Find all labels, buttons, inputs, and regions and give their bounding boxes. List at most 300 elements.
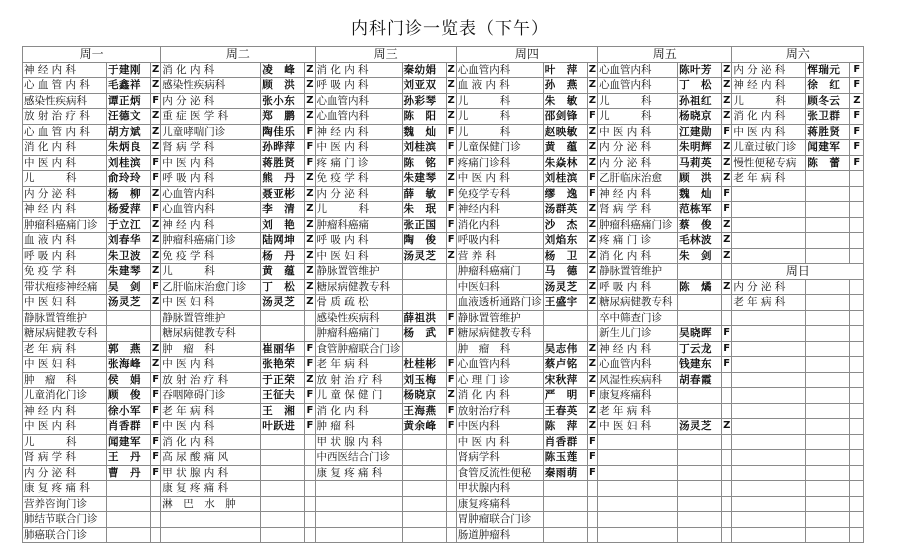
department-cell: 消 化 内 科 [161, 434, 261, 450]
department-cell [732, 434, 806, 450]
doctor-cell: 杨 卫 [543, 248, 587, 264]
clinic-code-cell: Z [722, 419, 732, 435]
doctor-cell [678, 465, 722, 481]
doctor-cell: 汤群英 [543, 202, 587, 218]
doctor-cell: 闻建军 [806, 140, 850, 156]
department-cell [598, 450, 678, 466]
clinic-code-cell: Z [151, 248, 161, 264]
clinic-code-cell: Z [722, 140, 732, 156]
clinic-code-cell: Z [722, 155, 732, 171]
department-cell: 内 分 泌 科 [732, 279, 806, 295]
department-cell [315, 527, 402, 543]
doctor-cell: 秦雨萌 [543, 465, 587, 481]
doctor-cell: 陈 阳 [402, 109, 446, 125]
department-cell: 儿童哮喘门诊 [161, 124, 261, 140]
department-cell: 心血管内科 [456, 357, 543, 373]
clinic-code-cell [305, 496, 315, 512]
clinic-code-cell: Z [722, 279, 732, 295]
clinic-code-cell: F [722, 357, 732, 373]
clinic-code-cell [850, 248, 864, 264]
department-cell: 消 化 内 科 [161, 62, 261, 78]
department-cell [598, 527, 678, 543]
clinic-code-cell: Z [587, 62, 597, 78]
doctor-cell: 黄 蕴 [261, 264, 305, 280]
clinic-code-cell: Z [446, 171, 456, 187]
clinic-code-cell [850, 450, 864, 466]
doctor-cell: 徐小军 [107, 403, 151, 419]
clinic-code-cell: Z [587, 341, 597, 357]
clinic-code-cell: F [587, 465, 597, 481]
doctor-cell: 汤灵芝 [261, 295, 305, 311]
doctor-cell: 于正荣 [261, 372, 305, 388]
table-row [23, 140, 864, 156]
table-row [23, 372, 864, 388]
doctor-cell: 秦幼娟 [402, 62, 446, 78]
clinic-code-cell [722, 264, 732, 280]
department-cell: 呼 吸 内 科 [315, 233, 402, 249]
clinic-code-cell: Z [587, 419, 597, 435]
doctor-cell: 王盛宇 [543, 295, 587, 311]
doctor-cell: 刘亚双 [402, 78, 446, 94]
doctor-cell [402, 295, 446, 311]
clinic-code-cell: Z [587, 264, 597, 280]
doctor-cell: 俞玲玲 [107, 171, 151, 187]
clinic-code-cell: Z [587, 217, 597, 233]
department-cell [732, 217, 806, 233]
department-cell: 肿瘤科癌痛门诊 [23, 217, 107, 233]
clinic-code-cell: Z [151, 233, 161, 249]
department-cell: 感染性疾病科 [315, 310, 402, 326]
department-cell: 疼痛门诊科 [456, 155, 543, 171]
department-cell: 静脉置管维护 [315, 264, 402, 280]
doctor-cell: 蔡 俊 [678, 217, 722, 233]
doctor-cell [402, 512, 446, 528]
clinic-code-cell [446, 279, 456, 295]
clinic-code-cell: Z [151, 78, 161, 94]
table-row [23, 217, 864, 233]
doctor-cell: 刘春华 [107, 233, 151, 249]
department-cell: 糖尿病健教专科 [161, 326, 261, 342]
clinic-code-cell: F [850, 140, 864, 156]
clinic-code-cell [722, 388, 732, 404]
doctor-cell: 陶 俊 [402, 233, 446, 249]
department-cell: 肾 病 学 科 [23, 450, 107, 466]
department-cell [732, 341, 806, 357]
department-cell: 中 医 妇 科 [598, 419, 678, 435]
clinic-code-cell [850, 388, 864, 404]
doctor-cell [261, 512, 305, 528]
department-cell: 儿童过敏门诊 [732, 140, 806, 156]
day-header: 周六 [732, 47, 864, 63]
doctor-cell: 陈 燏 [678, 279, 722, 295]
doctor-cell: 严 明 [543, 388, 587, 404]
doctor-cell [806, 512, 850, 528]
doctor-cell: 陆网坤 [261, 233, 305, 249]
clinic-code-cell: Z [305, 171, 315, 187]
clinic-code-cell [151, 512, 161, 528]
doctor-cell: 宋秋萍 [543, 372, 587, 388]
doctor-cell [107, 310, 151, 326]
doctor-cell: 江建勋 [678, 124, 722, 140]
doctor-cell [678, 434, 722, 450]
doctor-cell: 徐 红 [806, 78, 850, 94]
doctor-cell: 范栋军 [678, 202, 722, 218]
table-row [23, 465, 864, 481]
department-cell [598, 496, 678, 512]
department-cell: 中西医结合门诊 [315, 450, 402, 466]
department-cell: 内 分 泌 科 [161, 93, 261, 109]
doctor-cell: 刘玉梅 [402, 372, 446, 388]
department-cell: 血 液 内 科 [23, 233, 107, 249]
table-row [23, 248, 864, 264]
doctor-cell [402, 434, 446, 450]
clinic-code-cell: Z [850, 93, 864, 109]
department-cell: 心血管内科 [315, 109, 402, 125]
department-cell: 老 年 病 科 [732, 171, 806, 187]
department-cell: 肾病学科 [456, 450, 543, 466]
doctor-cell [402, 450, 446, 466]
clinic-code-cell: F [850, 62, 864, 78]
department-cell: 感染性疾病科 [161, 78, 261, 94]
doctor-cell: 于建刚 [107, 62, 151, 78]
department-cell: 风湿性疾病科 [598, 372, 678, 388]
doctor-cell: 熊 丹 [261, 171, 305, 187]
doctor-cell [107, 326, 151, 342]
clinic-code-cell: F [850, 155, 864, 171]
department-cell: 卒中筛查门诊 [598, 310, 678, 326]
department-cell: 内 分 泌 科 [598, 155, 678, 171]
clinic-code-cell: Z [446, 62, 456, 78]
clinic-code-cell: Z [587, 202, 597, 218]
clinic-code-cell: Z [587, 93, 597, 109]
department-cell: 儿童消化门诊 [23, 388, 107, 404]
department-cell: 疼 痛 门 诊 [315, 155, 402, 171]
clinic-code-cell: F [305, 357, 315, 373]
department-cell: 肿瘤科癌痛 [315, 217, 402, 233]
doctor-cell: 陈 铭 [402, 155, 446, 171]
day-header: 周三 [315, 47, 456, 63]
clinic-code-cell: Z [446, 93, 456, 109]
clinic-code-cell [305, 465, 315, 481]
clinic-code-cell: F [587, 434, 597, 450]
department-cell: 内 分 泌 科 [23, 186, 107, 202]
schedule-table [22, 46, 864, 543]
doctor-cell: 毛林波 [678, 233, 722, 249]
table-row [23, 403, 864, 419]
doctor-cell [806, 403, 850, 419]
doctor-cell: 黄余峰 [402, 419, 446, 435]
clinic-code-cell [151, 481, 161, 497]
department-cell: 放射治疗科 [456, 403, 543, 419]
clinic-code-cell: F [446, 186, 456, 202]
doctor-cell [806, 419, 850, 435]
clinic-code-cell: F [850, 124, 864, 140]
doctor-cell: 孙 燕 [543, 78, 587, 94]
doctor-cell: 肖香群 [107, 419, 151, 435]
department-cell [161, 512, 261, 528]
department-cell: 中 医 内 科 [23, 155, 107, 171]
clinic-code-cell: F [151, 434, 161, 450]
department-cell: 中 医 内 科 [456, 434, 543, 450]
doctor-cell [402, 341, 446, 357]
doctor-cell: 孙彩琴 [402, 93, 446, 109]
department-cell: 中 医 内 科 [732, 124, 806, 140]
doctor-cell [402, 496, 446, 512]
department-cell: 带状疱疹神经痛 [23, 279, 107, 295]
department-cell [732, 512, 806, 528]
doctor-cell: 叶 萍 [543, 62, 587, 78]
clinic-code-cell [850, 419, 864, 435]
doctor-cell [678, 295, 722, 311]
department-cell: 乙肝临床治愈门诊 [161, 279, 261, 295]
clinic-code-cell [305, 434, 315, 450]
clinic-code-cell: Z [151, 341, 161, 357]
doctor-cell: 陈叶芳 [678, 62, 722, 78]
department-cell: 肿瘤科癌痛门 [315, 326, 402, 342]
day-header: 周四 [456, 47, 597, 63]
doctor-cell: 刘桂滨 [543, 171, 587, 187]
department-cell: 中 医 妇 科 [315, 248, 402, 264]
clinic-code-cell [850, 496, 864, 512]
table-row [23, 295, 864, 311]
clinic-code-cell [850, 403, 864, 419]
doctor-cell [806, 465, 850, 481]
department-cell: 儿 科 [456, 124, 543, 140]
department-cell: 消 化 内 科 [732, 109, 806, 125]
clinic-code-cell: F [151, 171, 161, 187]
department-cell: 中 医 内 科 [161, 419, 261, 435]
doctor-cell [806, 186, 850, 202]
doctor-cell: 朱建琴 [107, 264, 151, 280]
department-cell [732, 202, 806, 218]
department-cell: 消 化 内 科 [598, 248, 678, 264]
clinic-code-cell: Z [722, 62, 732, 78]
doctor-cell: 汤灵芝 [402, 248, 446, 264]
clinic-code-cell [722, 465, 732, 481]
department-cell [732, 186, 806, 202]
doctor-cell: 马莉英 [678, 155, 722, 171]
department-cell [732, 419, 806, 435]
doctor-cell [107, 512, 151, 528]
doctor-cell: 丁云龙 [678, 341, 722, 357]
doctor-cell [806, 450, 850, 466]
doctor-cell [107, 527, 151, 543]
department-cell: 儿 科 [732, 93, 806, 109]
clinic-code-cell: Z [587, 78, 597, 94]
clinic-code-cell: Z [722, 233, 732, 249]
clinic-code-cell: Z [151, 264, 161, 280]
department-cell [315, 496, 402, 512]
department-cell: 老 年 病 科 [315, 357, 402, 373]
clinic-code-cell [305, 481, 315, 497]
doctor-cell: 杨 武 [402, 326, 446, 342]
department-cell [732, 310, 806, 326]
clinic-code-cell: F [151, 388, 161, 404]
doctor-cell [261, 496, 305, 512]
clinic-code-cell: Z [151, 62, 161, 78]
sunday-header: 周日 [732, 264, 864, 280]
department-cell: 放 射 治 疗 科 [23, 109, 107, 125]
department-cell: 老 年 病 科 [23, 341, 107, 357]
clinic-code-cell: F [722, 124, 732, 140]
doctor-cell: 汤灵芝 [107, 295, 151, 311]
doctor-cell: 孙晔萍 [261, 140, 305, 156]
table-row [23, 434, 864, 450]
clinic-code-cell [446, 295, 456, 311]
department-cell: 内 分 泌 科 [732, 62, 806, 78]
department-cell: 中 医 妇 科 [23, 295, 107, 311]
department-cell: 血液透析通路门诊 [457, 296, 542, 309]
doctor-cell [806, 279, 850, 295]
department-cell [732, 326, 806, 342]
clinic-code-cell [722, 310, 732, 326]
table-row [23, 512, 864, 528]
department-cell: 康 复 疼 痛 科 [315, 465, 402, 481]
doctor-cell: 朱 剑 [678, 248, 722, 264]
department-cell: 儿童保健门诊 [456, 140, 543, 156]
table-row [23, 326, 864, 342]
department-cell: 心 血 管 内 科 [23, 78, 107, 94]
table-row [23, 481, 864, 497]
department-cell: 中 医 内 科 [315, 140, 402, 156]
clinic-code-cell [587, 481, 597, 497]
clinic-code-cell: F [151, 93, 161, 109]
department-cell: 肿 瘤 科 [161, 341, 261, 357]
department-cell: 神 经 内 科 [598, 341, 678, 357]
department-cell: 神经内科 [456, 202, 543, 218]
clinic-code-cell: Z [305, 62, 315, 78]
table-row [23, 171, 864, 187]
doctor-cell: 侯 娟 [107, 372, 151, 388]
department-cell: 甲状腺内科 [456, 481, 543, 497]
clinic-code-cell: F [722, 202, 732, 218]
clinic-code-cell [722, 496, 732, 512]
doctor-cell [806, 357, 850, 373]
doctor-cell: 赵映敏 [543, 124, 587, 140]
clinic-code-cell [587, 496, 597, 512]
department-cell [732, 465, 806, 481]
clinic-code-cell: F [446, 419, 456, 435]
department-cell: 重 症 医 学 科 [161, 109, 261, 125]
doctor-cell: 吴志伟 [543, 341, 587, 357]
doctor-cell: 吴 剑 [107, 279, 151, 295]
clinic-code-cell [446, 450, 456, 466]
table-row [23, 62, 864, 78]
doctor-cell: 魏 灿 [402, 124, 446, 140]
table-row [23, 264, 864, 280]
doctor-cell: 朱卫波 [107, 248, 151, 264]
doctor-cell: 王春英 [543, 403, 587, 419]
clinic-code-cell: F [305, 388, 315, 404]
department-cell: 吞咽障碍门诊 [161, 388, 261, 404]
department-cell: 内 分 泌 科 [23, 465, 107, 481]
clinic-code-cell: Z [587, 279, 597, 295]
doctor-cell: 朱明辉 [678, 140, 722, 156]
department-cell [732, 450, 806, 466]
doctor-cell: 曹 丹 [107, 465, 151, 481]
doctor-cell: 黄 蕴 [543, 140, 587, 156]
table-row [23, 155, 864, 171]
doctor-cell: 刘焰东 [543, 233, 587, 249]
doctor-cell [543, 512, 587, 528]
clinic-code-cell: Z [722, 217, 732, 233]
table-row [23, 202, 864, 218]
doctor-cell: 钱建东 [678, 357, 722, 373]
doctor-cell [402, 264, 446, 280]
doctor-cell [261, 450, 305, 466]
department-cell: 静脉置管维护 [598, 264, 678, 280]
department-cell: 内 分 泌 科 [315, 186, 402, 202]
doctor-cell [107, 496, 151, 512]
clinic-code-cell [850, 217, 864, 233]
clinic-code-cell: Z [151, 357, 161, 373]
department-cell: 心血管内科 [598, 78, 678, 94]
department-cell: 慢性便秘专病 [732, 155, 806, 171]
clinic-code-cell: F [587, 388, 597, 404]
department-cell: 心血管内科 [161, 186, 261, 202]
department-cell: 老 年 病 科 [161, 403, 261, 419]
department-cell: 消 化 内 科 [456, 388, 543, 404]
department-cell: 糖尿病健教专科 [456, 326, 543, 342]
doctor-cell: 张小东 [261, 93, 305, 109]
clinic-code-cell: Z [587, 357, 597, 373]
clinic-code-cell: F [722, 341, 732, 357]
doctor-cell: 张卫群 [806, 109, 850, 125]
clinic-code-cell: Z [305, 202, 315, 218]
table-row [23, 78, 864, 94]
department-cell [598, 465, 678, 481]
table-row [23, 93, 864, 109]
doctor-cell: 朱炳良 [107, 140, 151, 156]
clinic-code-cell [850, 481, 864, 497]
doctor-cell: 汤灵芝 [678, 419, 722, 435]
clinic-code-cell: F [446, 326, 456, 342]
day-header: 周二 [161, 47, 315, 63]
clinic-code-cell: F [587, 109, 597, 125]
department-cell: 甲 状 腺 内 科 [315, 434, 402, 450]
doctor-cell [402, 481, 446, 497]
clinic-code-cell [850, 512, 864, 528]
doctor-cell [402, 279, 446, 295]
clinic-code-cell [305, 450, 315, 466]
doctor-cell [261, 326, 305, 342]
department-cell: 消 化 内 科 [23, 140, 107, 156]
doctor-cell: 马 德 [543, 264, 587, 280]
clinic-code-cell [305, 326, 315, 342]
clinic-code-cell: F [151, 279, 161, 295]
clinic-code-cell: F [446, 403, 456, 419]
department-cell: 消化内科 [456, 217, 543, 233]
doctor-cell [402, 465, 446, 481]
table-row [23, 124, 864, 140]
department-cell: 营养咨询门诊 [23, 496, 107, 512]
department-cell [732, 527, 806, 543]
department-cell: 乙肝临床治愈 [598, 171, 678, 187]
doctor-cell [806, 326, 850, 342]
clinic-code-cell [446, 341, 456, 357]
department-cell [315, 512, 402, 528]
doctor-cell [543, 481, 587, 497]
doctor-cell [806, 202, 850, 218]
doctor-cell: 蒋胜贤 [806, 124, 850, 140]
department-cell: 老 年 病 科 [598, 403, 678, 419]
department-cell [732, 357, 806, 373]
department-cell: 食管反流性便秘 [456, 465, 543, 481]
clinic-code-cell [151, 527, 161, 543]
doctor-cell: 孙祖红 [678, 93, 722, 109]
clinic-code-cell: F [722, 326, 732, 342]
clinic-code-cell [850, 171, 864, 187]
